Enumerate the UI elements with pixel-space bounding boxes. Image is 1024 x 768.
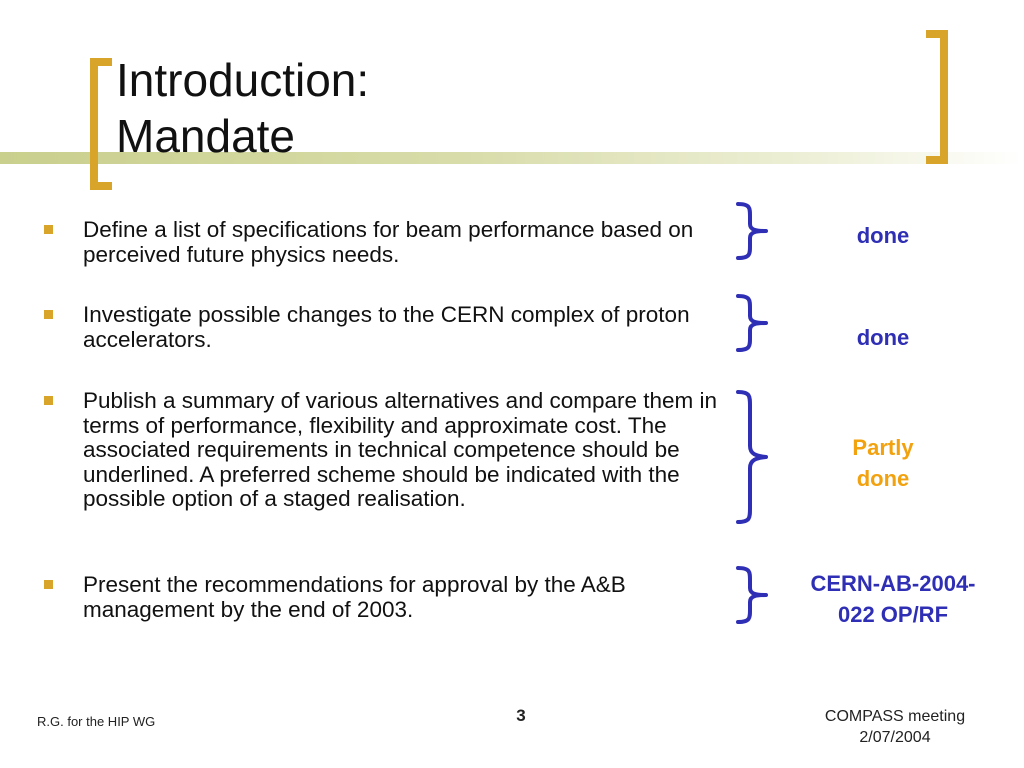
footer-author: R.G. for the HIP WG	[37, 714, 156, 729]
status-text-line1: Partly	[852, 435, 914, 460]
slide-title-line2: Mandate	[116, 110, 296, 162]
bullet-square-icon	[44, 580, 53, 589]
page-number: 3	[516, 706, 526, 725]
status-text-line2: done	[856, 466, 910, 491]
bullet-text: Investigate possible changes to the CERN complex of proton accelerators.	[83, 302, 690, 352]
title-bracket-left	[90, 58, 112, 190]
bullet-text: Present the recommendations for approval by the A&B management by the end of 2003.	[83, 572, 626, 622]
status-text-line2: 022 OP/RF	[837, 602, 949, 627]
footer-event-name: COMPASS meeting	[824, 708, 966, 725]
bullet-square-icon	[44, 396, 53, 405]
curly-brace-icon	[736, 566, 776, 624]
status-label-partly-done	[822, 432, 944, 494]
status-label-done	[832, 220, 934, 251]
slide-title-line1: Introduction:	[116, 54, 370, 106]
bullet-square-icon	[44, 225, 53, 234]
title-bracket-right	[926, 30, 948, 164]
footer-event	[790, 706, 1000, 748]
bullet-text: Define a list of specifications for beam performance based on perceived future physics needs.	[83, 217, 694, 267]
status-label-done	[832, 322, 934, 353]
status-text-line1: CERN-AB-2004-	[810, 571, 976, 596]
status-label-reference	[786, 568, 1000, 630]
footer-event-date: 2/07/2004	[859, 729, 931, 746]
curly-brace-icon	[736, 390, 776, 524]
curly-brace-icon	[736, 294, 776, 352]
slide-title	[116, 52, 616, 164]
status-text: done	[856, 325, 910, 350]
bullet-text: Publish a summary of various alternatives and compare them in terms of performance, flexibility and approximate cost. The associated requirements in technical competence should be underlined. A preferred scheme should be indicated with the possible option of a staged realisation.	[83, 388, 718, 511]
curly-brace-icon	[736, 202, 776, 260]
bullet-square-icon	[44, 310, 53, 319]
status-text: done	[856, 223, 910, 248]
